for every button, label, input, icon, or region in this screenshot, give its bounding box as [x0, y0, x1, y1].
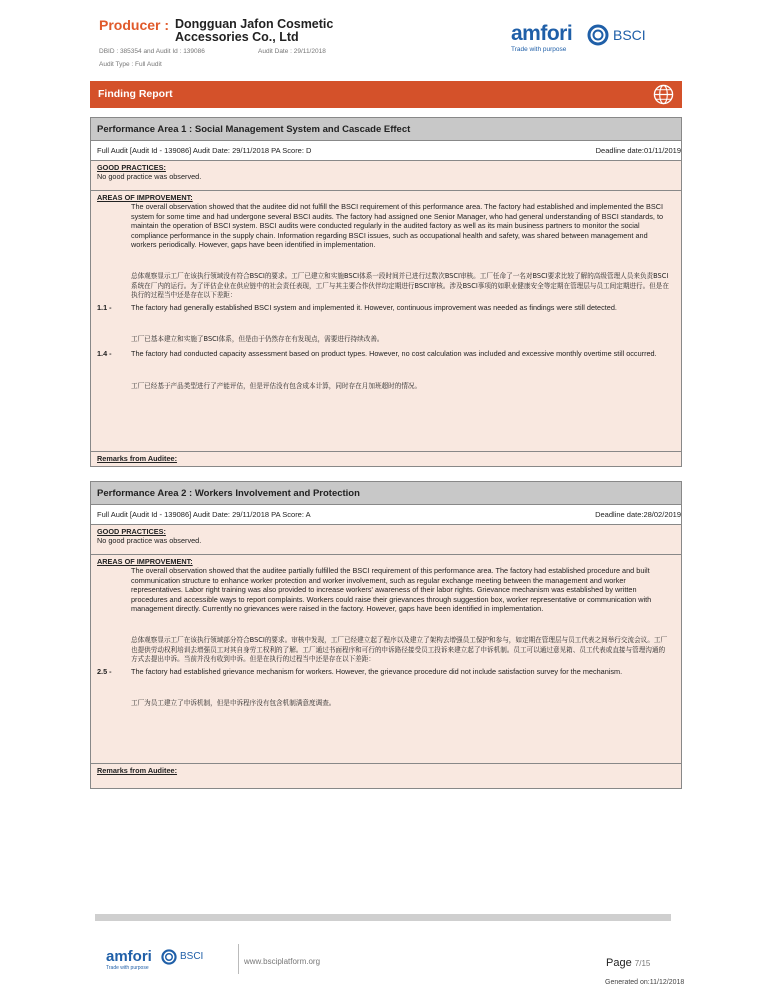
producer-name	[175, 18, 375, 44]
remarks-section	[91, 764, 681, 788]
performance-area-1	[90, 117, 682, 467]
good-practices-title: GOOD PRACTICES:	[97, 527, 166, 536]
producer-name-line1: Dongguan Jafon Cosmetic	[175, 17, 334, 31]
finding-text: The factory had conducted capacity assessment based on product types. However, no cost calculation was included and excessive monthly overtime still occurred.	[131, 349, 657, 359]
audit-date-text: Audit Date : 29/11/2018	[258, 48, 326, 55]
amfori-footer-logo	[106, 948, 210, 974]
remarks-section	[91, 452, 681, 466]
deadline-date: Deadline date:28/02/2019	[595, 510, 681, 519]
aoi-text: The overall observation showed that the auditee partially fulfilled the BSCI requirement of this performance area. The factory had established procedure and built communication structure to enhance worker protection and worker involvement, such as regular exchange meeting between the management and worker representatives. Labor right training was also provided to increase workers' awareness of their labor rights. Grievance mechanism was established by written procedures and accessible ways to report complaints. Workers could raise their grievances through suggestion box, worker representative or communication with management directly. Currently no grievances were raised in the factory. However, gaps have been identified in implementation.	[131, 566, 652, 614]
area-title: Performance Area 1 : Social Management System and Cascade Effect	[91, 118, 681, 141]
audit-type-text: Audit Type : Full Audit	[99, 61, 162, 68]
footer-logo-suffix: BSCI	[180, 951, 204, 962]
finding-text-cn: 工厂为员工建立了申诉机制，但是申诉程序没有包含机制满意度调查。	[131, 699, 336, 708]
remarks-title: Remarks from Auditee:	[97, 454, 178, 463]
good-practices-title: GOOD PRACTICES:	[97, 163, 166, 172]
finding-report-bar	[90, 81, 682, 108]
globe-icon	[653, 84, 674, 105]
performance-area-2	[90, 481, 682, 789]
finding-item	[97, 667, 675, 676]
page-label: Page	[606, 957, 632, 969]
bsci-ring-icon	[161, 949, 177, 965]
finding-number: 1.1 -	[97, 302, 112, 312]
footer-logo-tagline: Trade with purpose	[106, 965, 149, 971]
remarks-title: Remarks from Auditee:	[97, 766, 178, 775]
dbid-text: DBID : 385354 and Audit Id : 139086	[99, 48, 205, 55]
finding-text: The factory had established grievance mechanism for workers. However, the grievance procedure did not include satisfaction survey for the mechanism.	[131, 666, 623, 676]
footer-divider	[238, 944, 239, 974]
footer-logo-word: amfori	[106, 948, 152, 965]
producer-label: Producer :	[99, 17, 170, 33]
audit-info: Full Audit [Audit Id - 139086] Audit Date: 29/11/2018 PA Score: A	[97, 510, 311, 519]
page-count: 7/15	[634, 959, 651, 968]
areas-of-improvement-section	[91, 555, 681, 764]
finding-text: The factory had generally established BSCI system and implemented it. However, continuous improvement was needed as findings were still detected.	[131, 302, 617, 312]
logo-suffix: BSCI	[613, 27, 646, 43]
finding-item	[97, 349, 675, 358]
aoi-text-cn: 总体观察显示工厂在该执行领域没有符合BSCI的要求。工厂已建立和实施BSCI体系一段时间并已进行过数次BSCI审核。工厂任命了一名对BSCI要求比较了解的高级管理人员来负责BSCI系统在厂内的运行。为了评估企业在供应链中的社会责任表现，工厂与其主要合作伙伴均定期进行BSCI审核。涉及BSCI事项的如职业健康安全等定期在管理层与员工间定期进行。但是在执行的过程当中还是存在以下差距：	[131, 272, 669, 300]
area-title: Performance Area 2 : Workers Involvement and Protection	[91, 482, 681, 505]
areas-of-improvement-section	[91, 191, 681, 452]
finding-text-cn: 工厂已经基于产品类型进行了产能评估，但是评估没有包含成本计算，同时存在月加班超时的情况。	[131, 381, 422, 390]
producer-name-line2: Accessories Co., Ltd	[175, 30, 299, 44]
logo-tagline: Trade with purpose	[511, 46, 567, 53]
aoi-title: AREAS OF IMPROVEMENT:	[97, 557, 193, 566]
aoi-text: The overall observation showed that the auditee did not fulfill the BSCI requirement of this performance area. The factory had established and implemented the BSCI system for some time and had undergone several BSCI audits. The factory had assigned one Senior Manager, who had general understanding of BSCI standards, to maintain the operation of BSCI system. BSCI audits were conducted regularly in the audited factory as well as its main business partners to monitor the social compliance performance in the supply chain. Information regarding BSCI issues, such as occupational health and safety, was shared between management and workers periodically. However, gaps have been identified in implementation.	[131, 202, 664, 250]
audit-line	[91, 141, 681, 161]
audit-line	[91, 505, 681, 525]
amfori-logo	[511, 22, 651, 58]
finding-number: 1.4 -	[97, 349, 112, 359]
finding-number: 2.5 -	[97, 666, 112, 676]
finding-item	[97, 303, 675, 312]
good-practices-section	[91, 525, 681, 555]
aoi-text-cn: 总体观察显示工厂在该执行领域部分符合BSCI的要求。审核中发现，工厂已经建立起了程序以及建立了架构去增强员工保护和参与，如定期在管理层与员工代表之间举行交流会议。工厂也提供劳动权利培训去增强员工对其自身劳工权利的了解。工厂通过书面程序和可行的申诉路径接受员工投诉来建立起了申诉机制。员工可以通过意见箱、员工代表或直接与管理沟通的方式去提出申诉。当前并没有收到申诉。但是在执行的过程当中还是存在以下差距：	[131, 636, 668, 664]
generated-date: Generated on:11/12/2018	[605, 979, 685, 986]
deadline-date: Deadline date:01/11/2019	[595, 146, 681, 155]
audit-info: Full Audit [Audit Id - 139086] Audit Date: 29/11/2018 PA Score: D	[97, 146, 312, 155]
aoi-title: AREAS OF IMPROVEMENT:	[97, 193, 193, 202]
good-practices-text: No good practice was observed.	[97, 172, 202, 182]
bsci-ring-icon	[587, 24, 609, 46]
website-link[interactable]: www.bsciplatform.org	[244, 957, 321, 966]
logo-word: amfori	[511, 22, 573, 45]
footer-bar	[95, 914, 671, 921]
finding-report-title: Finding Report	[98, 88, 173, 100]
finding-text-cn: 工厂已基本建立和实施了BSCI体系，但是由于仍然存在有发现点，需要进行持续改善。	[131, 335, 384, 344]
page-number	[606, 957, 650, 969]
good-practices-text: No good practice was observed.	[97, 536, 202, 546]
good-practices-section	[91, 161, 681, 191]
